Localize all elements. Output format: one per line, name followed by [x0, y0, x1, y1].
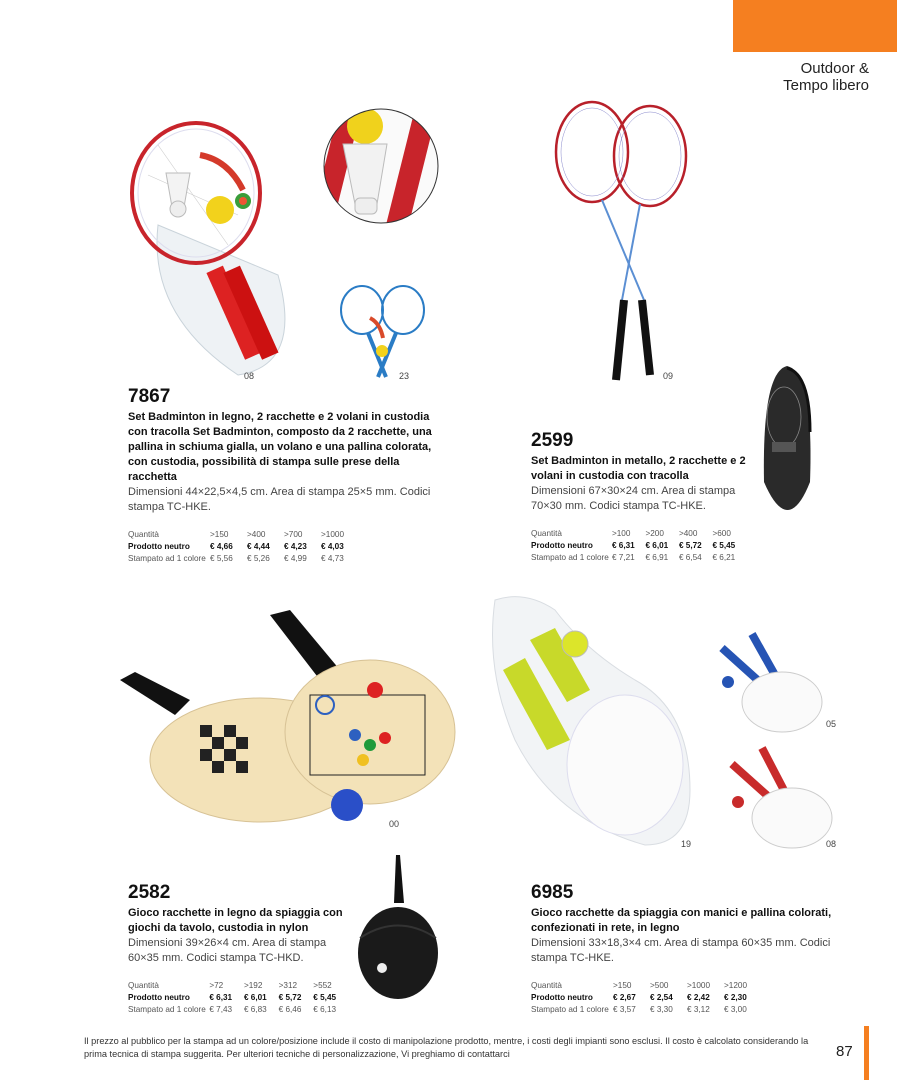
printed-price-row [531, 1005, 761, 1017]
product-name: Gioco racchette da spiaggia con manici e pallina colorati, confezionati in rete, in legno [531, 907, 832, 934]
printed-price-label: Stampato ad 1 colore [531, 1005, 609, 1014]
product-name: Set Badminton in legno, 2 racchette e 2 volani in custodia con tracolla Set Badminton, composto da 2 racchette, una pallina in schiuma gialla, un volano e una pallina colorata, con custodia, possibilità di stampa sulle prese della racchetta [128, 411, 432, 483]
printed-price-row [128, 1005, 348, 1017]
printed-price-row [128, 554, 358, 566]
neutral-price: € 5,45 [313, 993, 337, 1002]
color-code-tag: 00 [389, 819, 400, 829]
neutral-price-label: Prodotto neutro [531, 541, 593, 550]
nylon-case-image [356, 853, 442, 1001]
neutral-price: € 4,23 [284, 542, 307, 551]
beach-racket-red-variant-image [722, 742, 837, 850]
quantity-tier: >150 [210, 530, 229, 539]
printed-price-label: Stampato ad 1 colore [531, 553, 609, 562]
quantity-label: Quantità [531, 529, 562, 538]
printed-price-label: Stampato ad 1 colore [128, 1005, 206, 1014]
quantity-label: Quantità [128, 530, 159, 539]
product-7867 [128, 386, 448, 566]
product-code: 2582 [128, 882, 171, 903]
quantity-tier: >700 [284, 530, 303, 539]
quantity-tier: >312 [278, 981, 298, 990]
quantity-tier: >192 [243, 981, 263, 990]
neutral-price: € 4,66 [210, 542, 233, 551]
beach-racket-blue-variant-image [712, 628, 826, 736]
beach-rackets-board-games-image [115, 610, 460, 835]
neutral-price-row [531, 541, 746, 553]
color-code-tag: 09 [663, 371, 674, 381]
page-accent-bar [864, 1026, 869, 1080]
printed-price: € 6,91 [645, 553, 669, 562]
product-2582 [128, 882, 348, 1017]
quantity-tier: >200 [645, 529, 664, 538]
footer-note: Il prezzo al pubblico per la stampa ad un colore/posizione include il costo di manipolazione prodotto, mentre, i costi degli impianti sono esclusi. Il costo è calcolato considerando la prima tecnica di stampa suggerita. Per ulteriori tecniche di personalizzazione, Vi preghiamo di contattarci [84, 1036, 809, 1059]
printed-price: € 6,54 [678, 553, 702, 562]
section-title [783, 60, 869, 94]
printed-price: € 3,12 [687, 1005, 710, 1014]
color-code-tag: 05 [826, 719, 837, 729]
quantity-tier: >552 [313, 981, 332, 990]
orange-corner-tab [733, 0, 897, 52]
neutral-price-label: Prodotto neutro [128, 993, 190, 1002]
quantity-tier: >100 [611, 529, 631, 538]
section-title-line1: Outdoor & [800, 60, 869, 77]
neutral-price: € 6,01 [645, 541, 669, 550]
quantity-label: Quantità [128, 981, 159, 990]
quantity-label: Quantità [531, 981, 562, 990]
neutral-price-row [128, 542, 358, 554]
neutral-price: € 5,72 [678, 541, 702, 550]
neutral-price: € 4,03 [321, 542, 344, 551]
quantity-tier: >500 [650, 981, 669, 990]
neutral-price: € 5,45 [712, 541, 736, 550]
price-table-header-row [531, 529, 746, 541]
printed-price-label: Stampato ad 1 colore [128, 554, 206, 563]
shuttlecock-detail-image [321, 106, 441, 226]
quantity-tier: >72 [209, 981, 224, 990]
neutral-price: € 2,42 [687, 993, 710, 1002]
page-number: 87 [836, 1043, 853, 1060]
product-description: Dimensioni 33×18,3×4 cm. Area di stampa 60×35 mm. Codici stampa TC-HKE. [531, 937, 831, 964]
printed-price: € 5,56 [210, 554, 233, 563]
quantity-tier: >150 [613, 981, 632, 990]
beach-rackets-net-image [485, 590, 693, 852]
printed-price: € 3,57 [613, 1005, 636, 1014]
quantity-tier: >400 [247, 530, 266, 539]
price-table-header-row [531, 981, 761, 993]
neutral-price: € 6,31 [611, 541, 635, 550]
product-code: 2599 [531, 430, 574, 451]
product-2599 [531, 430, 746, 565]
badminton-metal-rackets-image [552, 100, 694, 385]
quantity-tier: >400 [678, 529, 698, 538]
neutral-price: € 4,44 [247, 542, 270, 551]
printed-price: € 3,00 [724, 1005, 747, 1014]
printed-price: € 6,21 [712, 553, 736, 562]
quantity-tier: >1200 [724, 981, 747, 990]
product-description: Dimensioni 39×26×4 cm. Area di stampa 60×35 mm. Codici stampa TC-HKD. [128, 937, 327, 964]
quantity-tier: >1000 [321, 530, 344, 539]
neutral-price: € 2,54 [650, 993, 673, 1002]
printed-price: € 4,99 [284, 554, 307, 563]
price-table [531, 981, 761, 1017]
section-title-line2: Tempo libero [783, 77, 869, 94]
neutral-price: € 2,67 [613, 993, 636, 1002]
neutral-price: € 5,72 [278, 993, 302, 1002]
printed-price: € 6,13 [313, 1005, 337, 1014]
printed-price: € 7,43 [209, 1005, 233, 1014]
badminton-mini-variant-image [338, 283, 428, 381]
price-table [128, 981, 348, 1017]
product-name: Gioco racchette in legno da spiaggia con giochi da tavolo, custodia in nylon [128, 907, 343, 934]
product-code: 6985 [531, 882, 574, 903]
color-code-tag: 23 [399, 371, 410, 381]
printed-price: € 4,73 [321, 554, 344, 563]
product-description: Dimensioni 67×30×24 cm. Area di stampa 70×30 mm. Codici stampa TC-HKE. [531, 485, 736, 512]
neutral-price: € 2,30 [724, 993, 747, 1002]
color-code-tag: 08 [244, 371, 255, 381]
badminton-wooden-set-image [128, 115, 308, 380]
badminton-bag-image [758, 362, 816, 538]
price-table [128, 530, 358, 566]
product-name: Set Badminton in metallo, 2 racchette e 2 volani in custodia con tracolla [531, 455, 746, 482]
product-description: Dimensioni 44×22,5×4,5 cm. Area di stampa 25×5 mm. Codici stampa TC-HKE. [128, 486, 431, 513]
printed-price: € 6,83 [243, 1005, 267, 1014]
quantity-tier: >600 [712, 529, 731, 538]
printed-price: € 3,30 [650, 1005, 673, 1014]
neutral-price: € 6,31 [209, 993, 233, 1002]
neutral-price-row [128, 993, 348, 1005]
price-table-header-row [128, 981, 348, 993]
neutral-price-row [531, 993, 761, 1005]
price-table-header-row [128, 530, 358, 542]
product-code: 7867 [128, 386, 171, 407]
printed-price: € 7,21 [611, 553, 635, 562]
color-code-tag: 19 [681, 839, 692, 849]
quantity-tier: >1000 [687, 981, 710, 990]
neutral-price-label: Prodotto neutro [531, 993, 593, 1002]
product-6985 [531, 882, 841, 1017]
neutral-price: € 6,01 [243, 993, 267, 1002]
neutral-price-label: Prodotto neutro [128, 542, 190, 551]
price-table [531, 529, 746, 565]
color-code-tag: 08 [826, 839, 837, 849]
printed-price: € 6,46 [278, 1005, 302, 1014]
printed-price-row [531, 553, 746, 565]
printed-price: € 5,26 [247, 554, 270, 563]
